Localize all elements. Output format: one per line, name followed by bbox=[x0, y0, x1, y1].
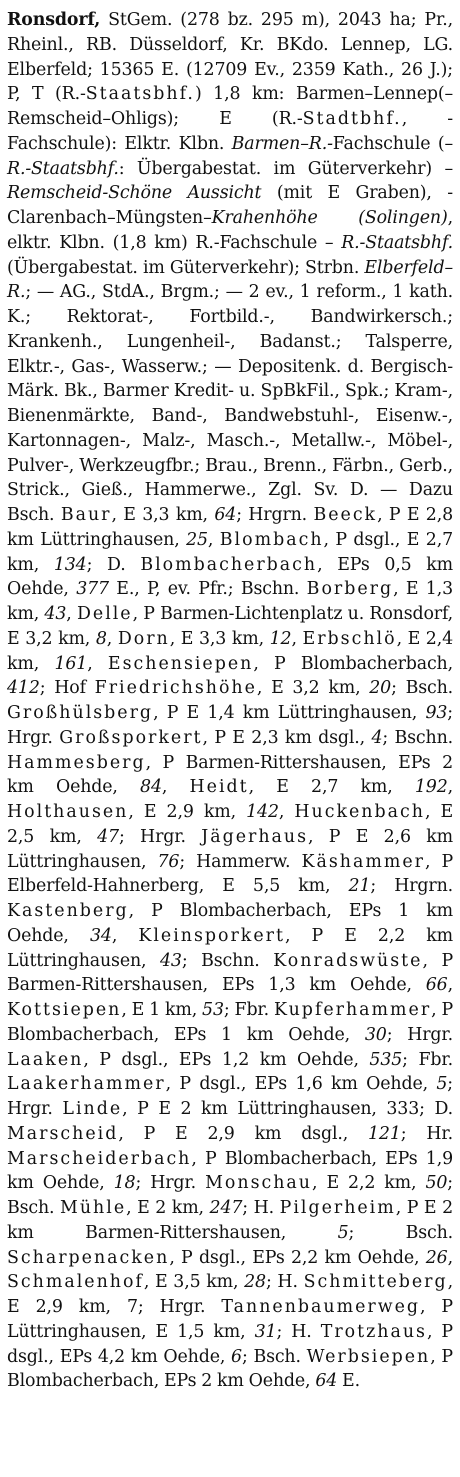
entry-place-name: Baur bbox=[60, 505, 112, 525]
entry-place-name: Delle bbox=[76, 604, 133, 624]
entry-italic-text: 5 bbox=[337, 1222, 349, 1243]
entry-text: , bbox=[447, 777, 453, 798]
entry-text: , P E 2,3 km dsgl., bbox=[202, 727, 372, 748]
entry-text: StGem. (278 bz. 295 m), 2043 ha; Pr., Rheinl., RB. Düsseldorf, Kr. BKdo. Lennep, LG. Elberfeld; 15365 E. (12709 Ev., 2359 Kath., 26 J.); P, T (R.- bbox=[7, 10, 453, 105]
entry-italic-text: 134 bbox=[53, 554, 87, 575]
entry-text: , bbox=[278, 802, 295, 822]
entry-text: , bbox=[161, 777, 190, 798]
entry-italic-text: 21 bbox=[348, 876, 371, 897]
entry-text: ; Bsch. bbox=[391, 678, 454, 699]
entry-italic-text: 50 bbox=[425, 1173, 448, 1194]
entry-text: , E 3,2 km, bbox=[256, 678, 370, 699]
entry-place-name: Marscheiderbach bbox=[7, 1148, 192, 1169]
entry-italic-text: Krahenhöhe (Solingen) bbox=[211, 208, 448, 228]
entry-italic-text: 121 bbox=[368, 1123, 401, 1144]
entry-italic-text: 412 bbox=[7, 678, 40, 699]
entry-text: ; H. bbox=[276, 1321, 321, 1342]
entry-italic-text: 76 bbox=[157, 851, 180, 872]
entry-place-name: Kastenberg bbox=[7, 901, 129, 921]
entry-place-name: Holthausen bbox=[7, 802, 129, 822]
entry-italic-text: 93 bbox=[425, 703, 448, 723]
entry-text: , P Barmen-Lichtenplatz u. Ronsdorf, E 3,2 km, bbox=[7, 604, 453, 649]
entry-text: , P Blombacherbach, EPs 1,9 km Oehde, bbox=[7, 1148, 453, 1194]
entry-italic-text: 5 bbox=[436, 1074, 448, 1095]
entry-place-name: Linde bbox=[62, 1099, 123, 1119]
entry-text: ; Hrgrn. bbox=[370, 876, 454, 897]
entry-text: , bbox=[291, 628, 303, 649]
entry-place-name: Jägerhaus bbox=[201, 826, 309, 847]
entry-text: , E 2 km, bbox=[126, 1198, 210, 1218]
entry-italic-text: 43 bbox=[160, 950, 182, 971]
entry-italic-text: 6 bbox=[231, 1346, 242, 1367]
entry-text: ; D. bbox=[86, 554, 141, 575]
entry-text: ; Bschn. bbox=[382, 727, 453, 748]
entry-text: : Übergabestat. im Güterverkehr) – bbox=[118, 158, 453, 179]
entry-text: , P Barmen-Rittershausen, EPs 2 km Oehde, bbox=[7, 752, 453, 798]
entry-italic-text: 26 bbox=[425, 1247, 448, 1268]
entry-text: ; Hrgr. bbox=[118, 826, 202, 847]
entry-text: , P E 2 km Lüttringhausen, 333; D. bbox=[122, 1099, 454, 1119]
entry-place-name: Käshammer bbox=[301, 851, 425, 872]
entry-text: ; — AG., StdA., Brgm.; — 2 ev., 1 reform., 1 kath. K.; Rektorat-, Fortbild.-, Bandwirkersch.; Krankenh., Lungenheil-, Badanst.; Talsperre, Elktr.-, Gas-, Wasserw.; — Depositenk. d. Bergisch-Märk. Bk., Barmer Kredit- u. SpBkFil., Spk.; Kram-, Bienenmärkte, Band-, Bandwebstuhl-, Eisenw.-, Kartonnagen-, Malz-, Masch.-, Metallw.-, Möbel-, Pulver-, Werkzeugfbr.; Brau., Brenn., Färbn., Gerb., Strick., Gieß., Hammerwe., Zgl. Sv. D. — Dazu Bsch. bbox=[7, 282, 453, 525]
entry-text: , bbox=[447, 975, 453, 996]
entry-text: Fachschule (– bbox=[332, 133, 453, 154]
entry-italic-text: 8 bbox=[95, 628, 107, 649]
entry-text: , E 3,3 km, bbox=[111, 505, 215, 525]
entry-italic-text: Remscheid-Schöne Aussicht bbox=[7, 183, 262, 204]
entry-place-name: Schmitteberg bbox=[303, 1272, 448, 1293]
entry-text: , P E 2,6 km Lüttringhausen, bbox=[7, 826, 454, 872]
entry-italic-text: 377 bbox=[76, 579, 109, 600]
entry-place-name: Dorn bbox=[117, 628, 170, 649]
entry-text: , P Elberfeld-Hahnerberg, E 5,5 km, bbox=[7, 851, 453, 897]
entry-italic-text: Barmen–R.- bbox=[231, 133, 333, 154]
entry-headword: Ronsdorf, bbox=[7, 10, 101, 30]
entry-text: , E 1,3 km, bbox=[7, 579, 453, 624]
entry-text: ; Bschn. bbox=[181, 950, 274, 971]
entry-place-name: Blombach bbox=[219, 529, 324, 550]
entry-place-name: Mühle bbox=[60, 1198, 127, 1218]
entry-italic-text: 20 bbox=[369, 678, 392, 699]
entry-text: E. bbox=[337, 1371, 360, 1392]
entry-text: , E 2,4 km, bbox=[7, 628, 454, 674]
entry-place-name: Schmalenhof bbox=[7, 1272, 144, 1293]
entry-text: , -Fachschule): Elktr. Klbn. bbox=[7, 109, 453, 154]
entry-text: , bbox=[87, 653, 108, 674]
entry-text: ; Hrgr. bbox=[386, 1024, 453, 1045]
entry-text: , P E 1,4 km Lüttringhausen, bbox=[153, 703, 426, 723]
entry-place-name: Monschau bbox=[205, 1173, 313, 1194]
entry-place-name: Laaken bbox=[7, 1049, 84, 1070]
entry-text: , P dsgl., EPs 1,6 km Oehde, bbox=[165, 1074, 437, 1095]
entry-italic-text: 12 bbox=[269, 628, 292, 649]
entry-place-name: Stadtbhf. bbox=[302, 109, 402, 129]
entry-text: ; Hammerw. bbox=[179, 851, 302, 872]
entry-italic-text: 247 bbox=[209, 1198, 243, 1218]
entry-text: , E 2,9 km, bbox=[128, 802, 247, 822]
entry-text: , E 2,7 km, bbox=[248, 777, 415, 798]
entry-place-name: Kupferhammer bbox=[274, 1000, 432, 1020]
entry-text: , E 2,2 km, bbox=[312, 1173, 426, 1194]
entry-text: , E 3,3 km, bbox=[169, 628, 270, 649]
entry-italic-text: 84 bbox=[140, 777, 162, 798]
entry-place-name: Beeck bbox=[313, 505, 378, 525]
entry-italic-text: 53 bbox=[202, 1000, 224, 1020]
entry-text: , P dsgl., EPs 1,2 km Oehde, bbox=[83, 1049, 370, 1070]
entry-place-name: Kleinsporkert bbox=[138, 925, 285, 946]
entry-text: , P E 2 km Barmen-Rittershausen, bbox=[7, 1198, 453, 1243]
entry-place-name: Blombacherbach bbox=[140, 554, 318, 575]
entry-text: , P Blombacherbach, EPs 2 km Oehde, bbox=[7, 1346, 453, 1392]
entry-text: ; Hrgr. bbox=[7, 703, 453, 748]
entry-place-name: Huckenbach bbox=[294, 802, 425, 822]
entry-italic-text: Elberfeld–R. bbox=[7, 257, 453, 303]
entry-text: , bbox=[447, 1247, 453, 1268]
entry-place-name: Kottsiepen bbox=[7, 1000, 122, 1020]
entry-place-name: Werbsiepen bbox=[306, 1346, 431, 1367]
entry-text: ) 1,8 km: Barmen–Lennep(–Remscheid–Ohligs); E (R.- bbox=[7, 84, 453, 129]
entry-text: , P dsgl., EPs 2,2 km Oehde, bbox=[169, 1247, 426, 1268]
entry-text: , elktr. Klbn. (1,8 km) R.-Fachschule – bbox=[7, 208, 453, 253]
entry-place-name: Tannenbaumerweg bbox=[221, 1297, 421, 1317]
entry-italic-text: 30 bbox=[364, 1024, 387, 1045]
entry-text: ; H. bbox=[265, 1272, 304, 1293]
entry-place-name: Borberg bbox=[306, 579, 394, 600]
entry-text: , P Blombacherbach, bbox=[253, 653, 453, 674]
entry-place-name: Heidt bbox=[189, 777, 249, 798]
entry-place-name: Konradswüste bbox=[273, 950, 423, 971]
entry-place-name: Großsporkert bbox=[59, 727, 203, 748]
entry-text: (mit E Graben), -Clarenbach–Müngsten– bbox=[7, 183, 453, 228]
entry-text: , E 2,9 km, 7; Hrgr. bbox=[7, 1272, 454, 1317]
entry-italic-text: R.-Staatsbhf. bbox=[7, 158, 119, 179]
entry-place-name: Erbschlö bbox=[302, 628, 397, 649]
entry-italic-text: 66 bbox=[425, 975, 448, 996]
entry-text: E., P, ev. Pfr.; Bschn. bbox=[108, 579, 307, 600]
entry-place-name: Großhülsberg bbox=[7, 703, 154, 723]
entry-text: , bbox=[106, 628, 118, 649]
entry-italic-text: 34 bbox=[89, 925, 112, 946]
entry-italic-text: 142 bbox=[246, 802, 279, 822]
entry-text: , P E 2,8 km Lüttringhausen, bbox=[7, 505, 453, 550]
entry-place-name: Marscheid bbox=[7, 1123, 119, 1144]
entry-text: ; H. bbox=[242, 1198, 280, 1218]
entry-text: , P dsgl., E 2,7 km, bbox=[7, 529, 453, 575]
entry-text: , bbox=[66, 604, 77, 624]
entry-italic-text: 161 bbox=[54, 653, 88, 674]
entry-text: ; Hr. bbox=[400, 1123, 453, 1144]
entry-italic-text: 192 bbox=[414, 777, 448, 798]
entry-text: , P E 2,2 km Lüttringhausen, bbox=[7, 925, 453, 971]
entry-text: ; Bsch. bbox=[7, 1173, 454, 1218]
entry-italic-text: R.-Staatsbhf. bbox=[341, 232, 453, 253]
entry-text: , P E 2,9 km dsgl., bbox=[118, 1123, 368, 1144]
entry-italic-text: 43 bbox=[44, 604, 67, 624]
entry-place-name: Friedrichshöhe bbox=[94, 678, 257, 699]
entry-text: , E 3,5 km, bbox=[143, 1272, 245, 1293]
entry-text: , P Blombacherbach, EPs 1 km Oehde, bbox=[7, 901, 453, 946]
entry-place-name: Trotzhaus bbox=[320, 1321, 427, 1342]
entry-text: , P Blombacherbach, EPs 1 km Oehde, bbox=[7, 1000, 453, 1045]
entry-italic-text: 25 bbox=[186, 529, 208, 550]
entry-text: , E 2,5 km, bbox=[7, 802, 453, 847]
entry-place-name: Eschensiepen bbox=[107, 653, 254, 674]
entry-italic-text: 64 bbox=[214, 505, 237, 525]
entry-text: ; Bsch. bbox=[348, 1222, 454, 1243]
entry-text: ; Fbr. bbox=[402, 1049, 453, 1070]
entry-italic-text: 18 bbox=[113, 1173, 136, 1194]
entry-text: , P Lüttringhausen, E 1,5 km, bbox=[7, 1297, 453, 1342]
entry-place-name: Pilgerheim bbox=[279, 1198, 396, 1218]
entry-text: , E 1 km, bbox=[121, 1000, 203, 1020]
entry-italic-text: 47 bbox=[97, 826, 119, 847]
entry-text: , P Barmen-Rittershausen, EPs 1,3 km Oehde, bbox=[7, 950, 453, 996]
entry-text: , P dsgl., EPs 4,2 km Oehde, bbox=[7, 1321, 453, 1367]
entry-place-name: Laakerhammer bbox=[7, 1074, 166, 1095]
entry-place-name: Hammesberg bbox=[7, 752, 146, 773]
entry-place-name: Scharpenacken bbox=[7, 1247, 170, 1268]
entry-place-name: Staatsbhf. bbox=[85, 84, 195, 105]
entry-text: ; Bsch. bbox=[241, 1346, 307, 1367]
entry-text: , bbox=[207, 529, 220, 550]
entry-italic-text: 4 bbox=[371, 727, 383, 748]
entry-text: ; Hrgr. bbox=[135, 1173, 206, 1194]
entry-italic-text: 31 bbox=[254, 1321, 277, 1342]
entry-text: ; Fbr. bbox=[223, 1000, 274, 1020]
entry-text: ; Hrgr. bbox=[7, 1074, 453, 1119]
entry-text: , bbox=[111, 925, 139, 946]
entry-text: (Übergabestat. im Güterverkehr); Strbn. bbox=[7, 257, 365, 278]
entry-italic-text: 64 bbox=[315, 1371, 338, 1392]
entry-text: , EPs 0,5 km Oehde, bbox=[7, 554, 453, 600]
entry-italic-text: 535 bbox=[369, 1049, 403, 1070]
entry-text: ; Hrgrn. bbox=[236, 505, 314, 525]
entry-italic-text: 28 bbox=[244, 1272, 266, 1293]
entry-text: ; Hof bbox=[39, 678, 95, 699]
